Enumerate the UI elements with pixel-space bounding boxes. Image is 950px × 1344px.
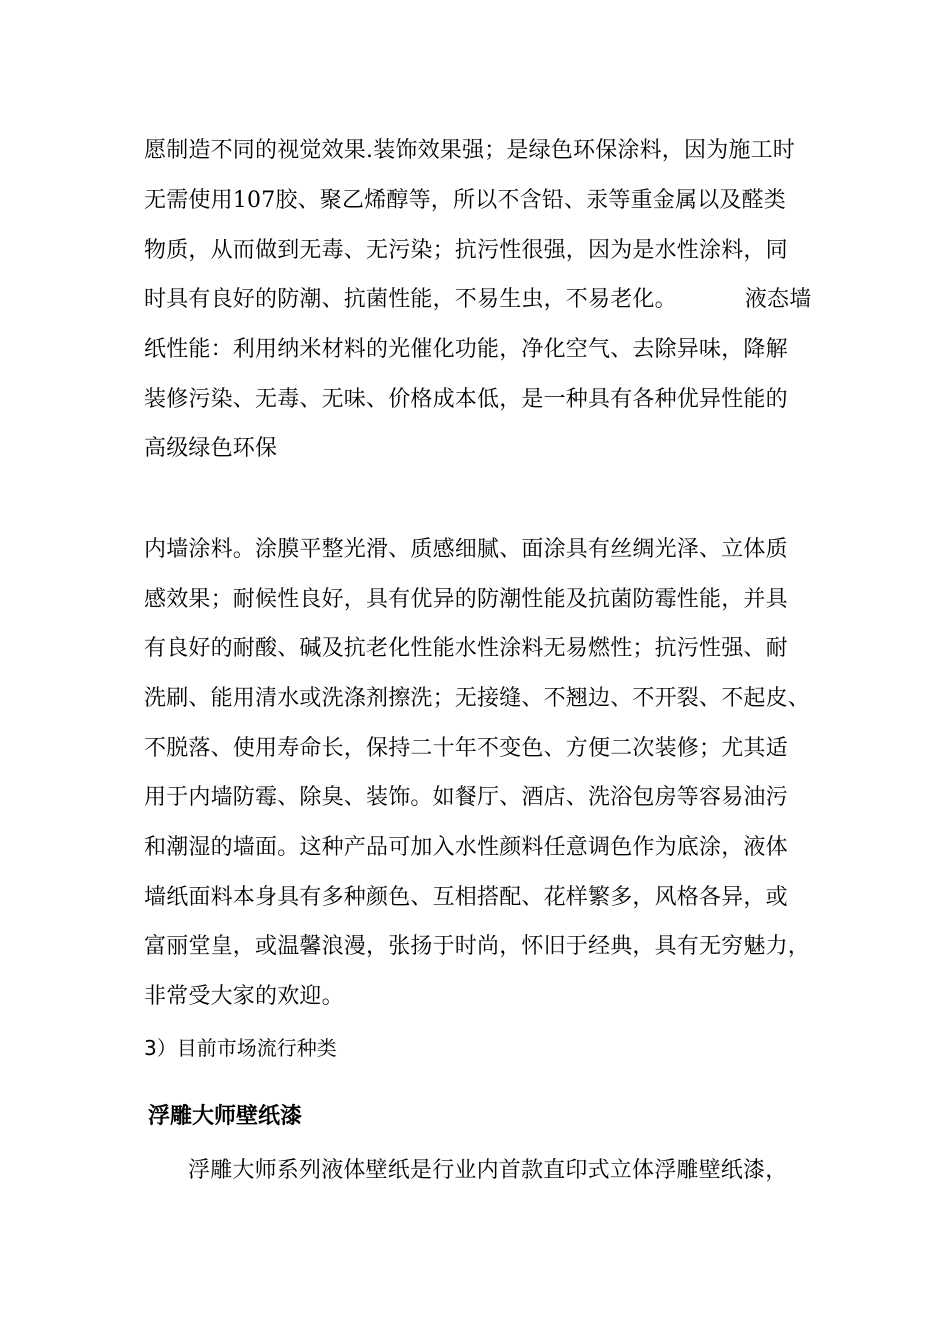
- paragraph-1-line-3: 物质，从而做到无毒、无污染；抗污性很强，因为是水性涂料，同: [144, 238, 788, 263]
- paragraph-2-line-8: 墙纸面料本身具有多种颜色、互相搭配、花样繁多，风格各异，或: [144, 885, 788, 910]
- paragraph-2-line-10: 非常受大家的欢迎。: [144, 984, 344, 1009]
- paragraph-2-line-7: 和潮湿的墙面。这种产品可加入水性颜料任意调色作为底涂，液体: [144, 835, 788, 860]
- paragraph-2-line-9: 富丽堂皇，或温馨浪漫，张扬于时尚，怀旧于经典，具有无穷魅力，: [144, 934, 811, 959]
- paragraph-2-line-6: 用于内墙防霉、除臭、装饰。如餐厅、酒店、洗浴包房等容易油污: [144, 785, 788, 810]
- section-heading: 3）目前市场流行种类: [144, 1036, 337, 1060]
- paragraph-1-line-4-tail: 液态墙: [744, 287, 812, 312]
- paragraph-2-line-4: 洗刷、能用清水或洗涤剂擦洗；无接缝、不翘边、不开裂、不起皮、: [144, 686, 811, 711]
- paragraph-2-line-5: 不脱落、使用寿命长，保持二十年不变色、方便二次装修；尤其适: [144, 736, 788, 761]
- paragraph-1-line-4: [144, 285, 811, 315]
- paragraph-1-line-2: 无需使用107胶、聚乙烯醇等，所以不含铅、汞等重金属以及醛类: [144, 188, 786, 213]
- paragraph-1-line-5: 纸性能：利用纳米材料的光催化功能，净化空气、去除异味，降解: [144, 337, 788, 362]
- paragraph-1-line-6: 装修污染、无毒、无味、价格成本低，是一种具有各种优异性能的: [144, 387, 788, 412]
- paragraph-2-line-1: 内墙涂料。涂膜平整光滑、质感细腻、面涂具有丝绸光泽、立体质: [144, 537, 788, 562]
- paragraph-1-line-7: 高级绿色环保: [144, 436, 278, 461]
- paragraph-2-line-3: 有良好的耐酸、碱及抗老化性能水性涂料无易燃性；抗污性强、耐: [144, 636, 788, 661]
- paragraph-2-line-2: 感效果；耐候性良好，具有优异的防潮性能及抗菌防霉性能，并具: [144, 587, 788, 612]
- paragraph-1-line-4-text: 时具有良好的防潮、抗菌性能，不易生虫，不易老化。: [144, 287, 677, 312]
- paragraph-1-line-1: 愿制造不同的视觉效果.装饰效果强；是绿色环保涂料，因为施工时: [144, 138, 795, 163]
- paragraph-3-line-1: 浮雕大师系列液体壁纸是行业内首款直印式立体浮雕壁纸漆，: [188, 1158, 788, 1183]
- subsection-heading: 浮雕大师壁纸漆: [148, 1104, 303, 1129]
